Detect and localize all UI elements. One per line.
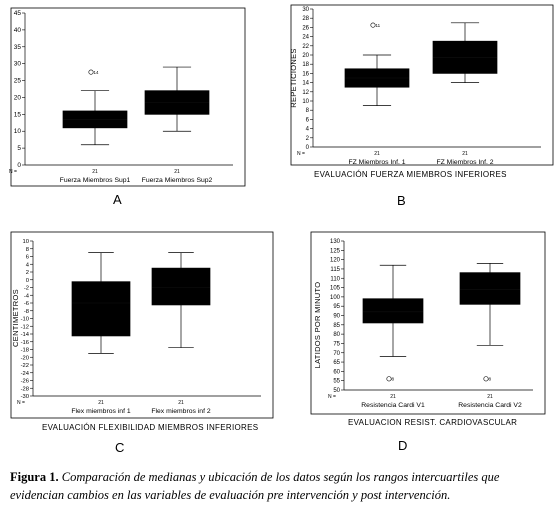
panel-c	[0, 228, 280, 464]
n-value: 21	[92, 169, 98, 175]
y-tick-label: 22	[302, 43, 309, 50]
outlier-label: 8	[391, 376, 395, 382]
xlabel-d: EVALUACION RESIST. CARDIOVASCULAR	[348, 418, 518, 427]
y-tick-label: -24	[20, 370, 29, 377]
category-label: Resistencia Cardi V1	[361, 402, 425, 409]
y-tick-label: 0	[17, 162, 21, 169]
y-tick-label: 25	[13, 77, 21, 85]
panel-letter-c: C	[115, 440, 125, 455]
y-tick-label: 2	[305, 135, 309, 142]
n-label: N =	[297, 151, 305, 157]
box-iqr	[72, 282, 130, 336]
y-tick-label: 130	[329, 239, 340, 245]
y-tick-label: -12	[20, 324, 29, 331]
y-tick-label: 80	[333, 332, 340, 339]
y-tick-label: 16	[302, 71, 309, 78]
category-label: Flex miembros inf 2	[151, 408, 211, 415]
n-value: 21	[390, 394, 396, 400]
plot-frame	[311, 232, 545, 414]
panel-b	[280, 0, 560, 215]
y-tick-label: 75	[333, 341, 340, 348]
n-value: 21	[374, 151, 380, 157]
n-label: N =	[328, 394, 336, 400]
y-tick-label: -18	[20, 347, 29, 354]
y-tick-label: 110	[330, 276, 340, 283]
y-tick-label: 20	[302, 53, 309, 59]
y-tick-label: 12	[302, 89, 309, 96]
category-label: FZ Miembros Inf. 1	[348, 159, 406, 166]
y-tick-label: 125	[329, 248, 340, 255]
y-tick-label: 15	[13, 111, 21, 119]
y-tick-label: -10	[20, 316, 29, 323]
y-tick-label: 18	[302, 62, 309, 69]
n-value: 21	[178, 400, 184, 406]
n-value: 21	[462, 151, 468, 157]
boxplot-b	[280, 0, 560, 215]
y-tick-label: 65	[333, 360, 340, 367]
y-tick-label: 60	[333, 369, 340, 376]
caption-text: Comparación de medianas y ubicación de los datos según los rangos intercuartiles que evidencian cambios en las variables de evaluación pre intervención y post intervención.	[10, 470, 500, 502]
y-tick-label: 100	[329, 294, 340, 301]
category-label: Fuerza Miembros Sup1	[59, 177, 131, 184]
y-tick-label: 30	[13, 60, 21, 68]
y-tick-label: 120	[329, 257, 340, 264]
figure-caption	[10, 468, 555, 504]
boxplot-a	[0, 0, 260, 215]
xlabel-c: EVALUACIÓN FLEXIBILIDAD MIEMBROS INFERIORES	[42, 423, 259, 432]
y-tick-label: -6	[23, 301, 29, 307]
y-tick-label: -28	[20, 386, 29, 393]
plot-frame	[11, 232, 273, 418]
n-value: 21	[174, 169, 180, 175]
category-label: FZ Miembros Inf. 2	[436, 159, 494, 166]
y-tick-label: 115	[330, 266, 340, 273]
boxplot-d	[300, 228, 560, 464]
y-tick-label: 6	[305, 117, 309, 124]
outlier-label: 11	[375, 22, 381, 28]
plot-frame	[291, 5, 553, 165]
n-label: N =	[9, 169, 17, 175]
y-tick-label: 20	[13, 94, 21, 102]
y-tick-label: 10	[302, 99, 309, 105]
y-tick-label: 70	[333, 350, 340, 357]
y-tick-label: -26	[20, 378, 29, 385]
panel-letter-a: A	[113, 192, 122, 207]
y-tick-label: 30	[302, 7, 309, 13]
y-tick-label: 4	[305, 126, 309, 133]
y-tick-label: 85	[333, 322, 340, 329]
y-tick-label: 8	[305, 108, 309, 115]
y-tick-label: 8	[25, 246, 29, 253]
n-value: 21	[487, 394, 493, 400]
y-tick-label: 0	[25, 277, 29, 284]
y-tick-label: 35	[13, 43, 21, 51]
category-label: Flex miembros inf 1	[71, 408, 131, 415]
y-tick-label: 10	[22, 239, 29, 245]
category-label: Resistencia Cardi V2	[458, 402, 522, 409]
y-tick-label: 4	[25, 262, 29, 269]
category-label: Fuerza Miembros Sup2	[141, 177, 213, 184]
y-tick-label: -22	[20, 363, 29, 369]
y-axis-title: LATIDOS POR MINUTO	[313, 281, 322, 369]
y-tick-label: 45	[13, 10, 21, 17]
y-tick-label: 10	[13, 128, 21, 136]
caption-label: Figura 1.	[10, 470, 59, 484]
n-label: N =	[17, 400, 25, 406]
panel-a	[0, 0, 260, 215]
y-tick-label: 2	[25, 270, 29, 276]
box-iqr	[152, 268, 210, 305]
y-tick-label: 90	[333, 313, 340, 320]
y-tick-label: 55	[333, 378, 340, 385]
n-value: 21	[98, 400, 104, 406]
panel-letter-d: D	[398, 438, 408, 453]
panel-letter-b: B	[397, 193, 406, 208]
y-tick-label: -16	[20, 339, 29, 346]
y-tick-label: -4	[23, 293, 29, 300]
panel-d	[300, 228, 560, 464]
y-tick-label: -14	[20, 332, 29, 338]
box-iqr	[460, 273, 520, 305]
y-tick-label: 5	[17, 145, 21, 153]
y-tick-label: 40	[13, 26, 21, 34]
y-axis-title: REPETICIONES	[289, 48, 298, 108]
xlabel-b: EVALUACIÓN FUERZA MIEMBROS INFERIORES	[314, 170, 507, 179]
outlier-label: 14	[93, 69, 99, 75]
y-tick-label: -2	[23, 285, 29, 292]
y-tick-label: -8	[23, 308, 29, 315]
y-tick-label: 95	[333, 304, 340, 311]
box-iqr	[363, 299, 423, 323]
outlier-label: 8	[488, 376, 492, 382]
y-axis-title: CENTIMETROS	[11, 289, 20, 347]
y-tick-label: 50	[333, 388, 340, 394]
plot-frame	[11, 8, 245, 186]
y-tick-label: 28	[302, 16, 309, 23]
y-tick-label: 24	[302, 34, 309, 41]
y-tick-label: -30	[20, 394, 29, 400]
y-tick-label: 105	[329, 285, 340, 292]
y-tick-label: 6	[25, 254, 29, 261]
y-tick-label: 26	[302, 25, 309, 32]
y-tick-label: -20	[20, 355, 29, 362]
y-tick-label: 0	[305, 145, 309, 151]
y-tick-label: 14	[302, 80, 309, 87]
